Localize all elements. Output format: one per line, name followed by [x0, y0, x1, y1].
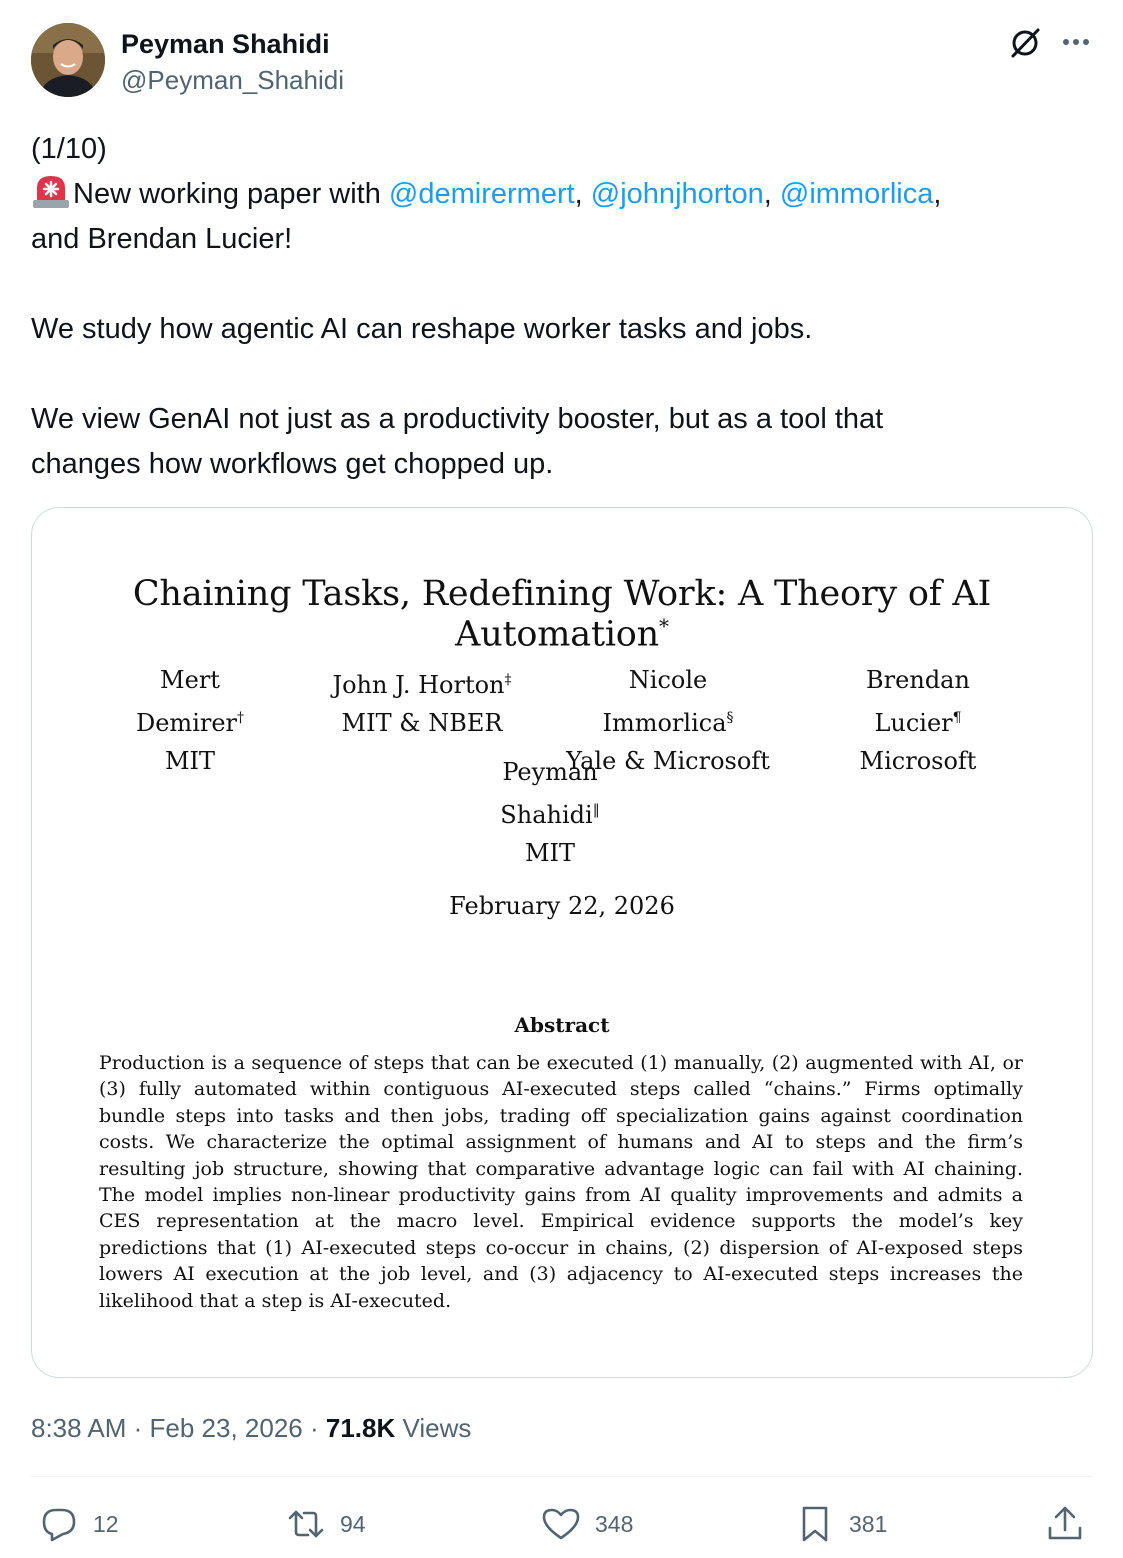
- author-name[interactable]: Peyman Shahidi: [121, 29, 330, 59]
- paper-author: [450, 753, 650, 872]
- avatar[interactable]: [31, 23, 105, 97]
- author-mark: ‡: [504, 672, 512, 688]
- repost-icon: [286, 1504, 326, 1544]
- mention-link[interactable]: @demirermert: [388, 178, 575, 210]
- tweet-date[interactable]: Feb 23, 2026: [149, 1413, 303, 1443]
- like-button[interactable]: [541, 1500, 633, 1548]
- author-name: Peyman Shahidi: [500, 758, 598, 829]
- author-affiliation: MIT: [164, 747, 216, 775]
- paper-author: [822, 661, 1014, 780]
- action-bar: [31, 1500, 1093, 1548]
- paper-date: February 22, 2026: [449, 892, 675, 920]
- siren-icon: [31, 172, 71, 210]
- attached-image[interactable]: [31, 507, 1093, 1378]
- divider: [31, 1476, 1093, 1477]
- bookmark-icon: [795, 1504, 835, 1544]
- meta-separator: ·: [302, 1413, 326, 1443]
- grok-icon[interactable]: [1007, 25, 1043, 61]
- tweet-text: [31, 127, 1071, 487]
- mention-link[interactable]: @immorlica: [779, 178, 934, 210]
- reply-count: 12: [93, 1510, 119, 1537]
- meta-separator: ·: [126, 1413, 150, 1443]
- tweet-text-fragment: New working paper with: [73, 178, 389, 210]
- share-button[interactable]: [1045, 1500, 1085, 1548]
- like-count: 348: [595, 1510, 634, 1537]
- share-icon: [1045, 1504, 1085, 1544]
- author-affiliation: Microsoft: [859, 747, 977, 775]
- paper-author: [114, 661, 266, 780]
- repost-count: 94: [340, 1510, 366, 1537]
- abstract-text: Production is a sequence of steps that can be executed (1) manually, (2) augmented with AI, or (3) fully automated within contiguous AI-executed steps called “chains.” Firms optimally bundle steps into tasks and then jobs, trading off specialization gains against coordination costs. We characterize the optimal assignment of humans and AI to steps and the firm’s resulting job structure, showing that comparative advantage logic can fail with AI chaining. The model implies non-linear productivity gains from AI quality improvements and admits a CES representation at the macro level. Empirical evidence supports the model’s key predictions that (1) AI-executed steps co-occur in chains, (2) dispersion of AI-exposed steps lowers AI execution at the job level, and (3) adjacency to AI-executed steps increases the likelihood that a step is AI-executed.: [99, 1052, 1023, 1312]
- tweet-time[interactable]: 8:38 AM: [31, 1413, 127, 1443]
- author-affiliation: MIT: [524, 839, 576, 867]
- avatar-photo: [31, 23, 105, 97]
- author-affiliation: MIT & NBER: [341, 709, 503, 737]
- author-name: Brendan Lucier: [866, 666, 970, 737]
- mention-link[interactable]: @johnjhorton: [590, 178, 764, 210]
- author-name: John J. Horton: [332, 671, 505, 699]
- author-mark: †: [237, 710, 245, 726]
- tweet-line: and Brendan Lucier!: [31, 223, 293, 255]
- tweet-line: changes how workflows get chopped up.: [31, 448, 554, 480]
- tweet-meta: [31, 1408, 471, 1448]
- author-mark: §: [726, 710, 734, 726]
- heart-icon: [541, 1504, 581, 1544]
- tweet-header: [31, 23, 1093, 99]
- tweet-line: We view GenAI not just as a productivity booster, but as a tool that: [31, 403, 884, 435]
- repost-button[interactable]: [286, 1500, 366, 1548]
- tweet-text-fragment: ,: [763, 178, 780, 210]
- paragraph-gap: [31, 262, 1071, 307]
- tweet-line: (1/10): [31, 133, 107, 165]
- author-name: Nicole Immorlica: [602, 666, 727, 737]
- paper-title: [32, 574, 1092, 655]
- views-count: 71.8K: [325, 1413, 396, 1443]
- views-label: Views: [395, 1413, 472, 1443]
- reply-icon: [39, 1504, 79, 1544]
- author-mark: ¶: [952, 710, 962, 726]
- tweet-text-fragment: ,: [574, 178, 591, 210]
- bookmark-count: 381: [849, 1510, 888, 1537]
- abstract-heading: Abstract: [514, 1013, 610, 1037]
- paper-author: [330, 661, 514, 742]
- author-name: Mert Demirer: [135, 666, 238, 737]
- author-affiliation: Yale & Microsoft: [566, 747, 770, 775]
- paper-title-text: Chaining Tasks, Redefining Work: A Theory of AI Automation: [132, 574, 992, 655]
- title-footnote-mark: *: [659, 614, 669, 638]
- author-handle[interactable]: @Peyman_Shahidi: [121, 65, 344, 95]
- more-icon[interactable]: [1059, 27, 1093, 57]
- tweet-line: We study how agentic AI can reshape worker tasks and jobs.: [31, 313, 813, 345]
- author-mark: ‖: [592, 802, 600, 818]
- reply-button[interactable]: [39, 1500, 119, 1548]
- paragraph-gap: [31, 352, 1071, 397]
- author-block: [121, 27, 344, 97]
- bookmark-button[interactable]: [795, 1500, 887, 1548]
- tweet-line: [31, 172, 1071, 217]
- tweet-text-fragment: ,: [933, 178, 942, 210]
